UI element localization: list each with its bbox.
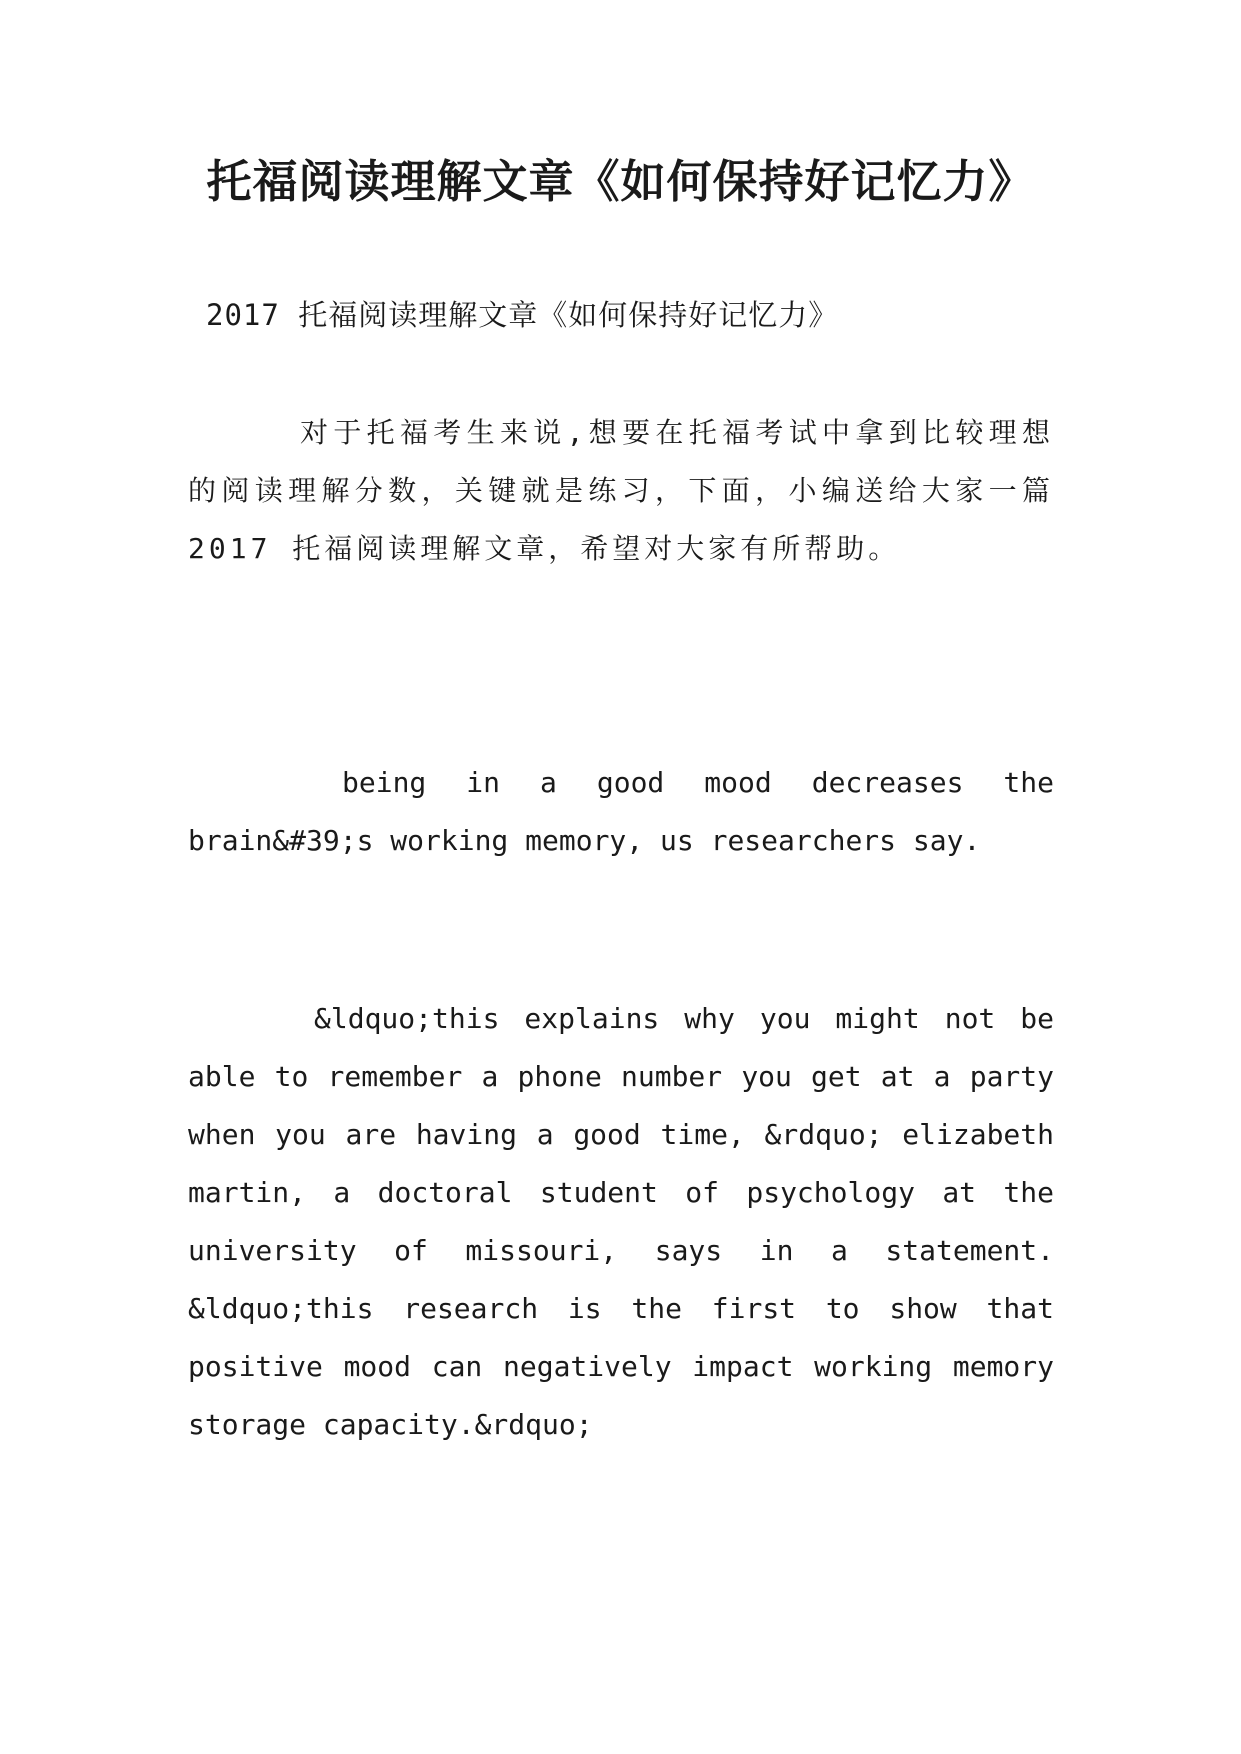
body-paragraph-2: &ldquo;this explains why you might not be able to remember a phone number you get at a party when you are having a good time, &rdquo; elizabeth martin, a doctoral student of psychology at the university of missouri, says in a statement. &ldquo;this research is the first to show that positive mood can negatively impact working memory storage capacity.&rdquo; (188, 1002, 1054, 1441)
document-subtitle: 2017 托福阅读理解文章《如何保持好记忆力》 (206, 298, 839, 332)
intro-paragraph: 对于托福考生来说,想要在托福考试中拿到比较理想的阅读理解分数，关键就是练习，下面，小编送给大家一篇 2017 托福阅读理解文章，希望对大家有所帮助。 (188, 416, 1054, 565)
body-paragraph-1: being in a good mood decreases the brain&#39;s working memory, us researchers say. (188, 766, 1054, 857)
document-title: 托福阅读理解文章《如何保持好记忆力》 (206, 155, 1035, 208)
